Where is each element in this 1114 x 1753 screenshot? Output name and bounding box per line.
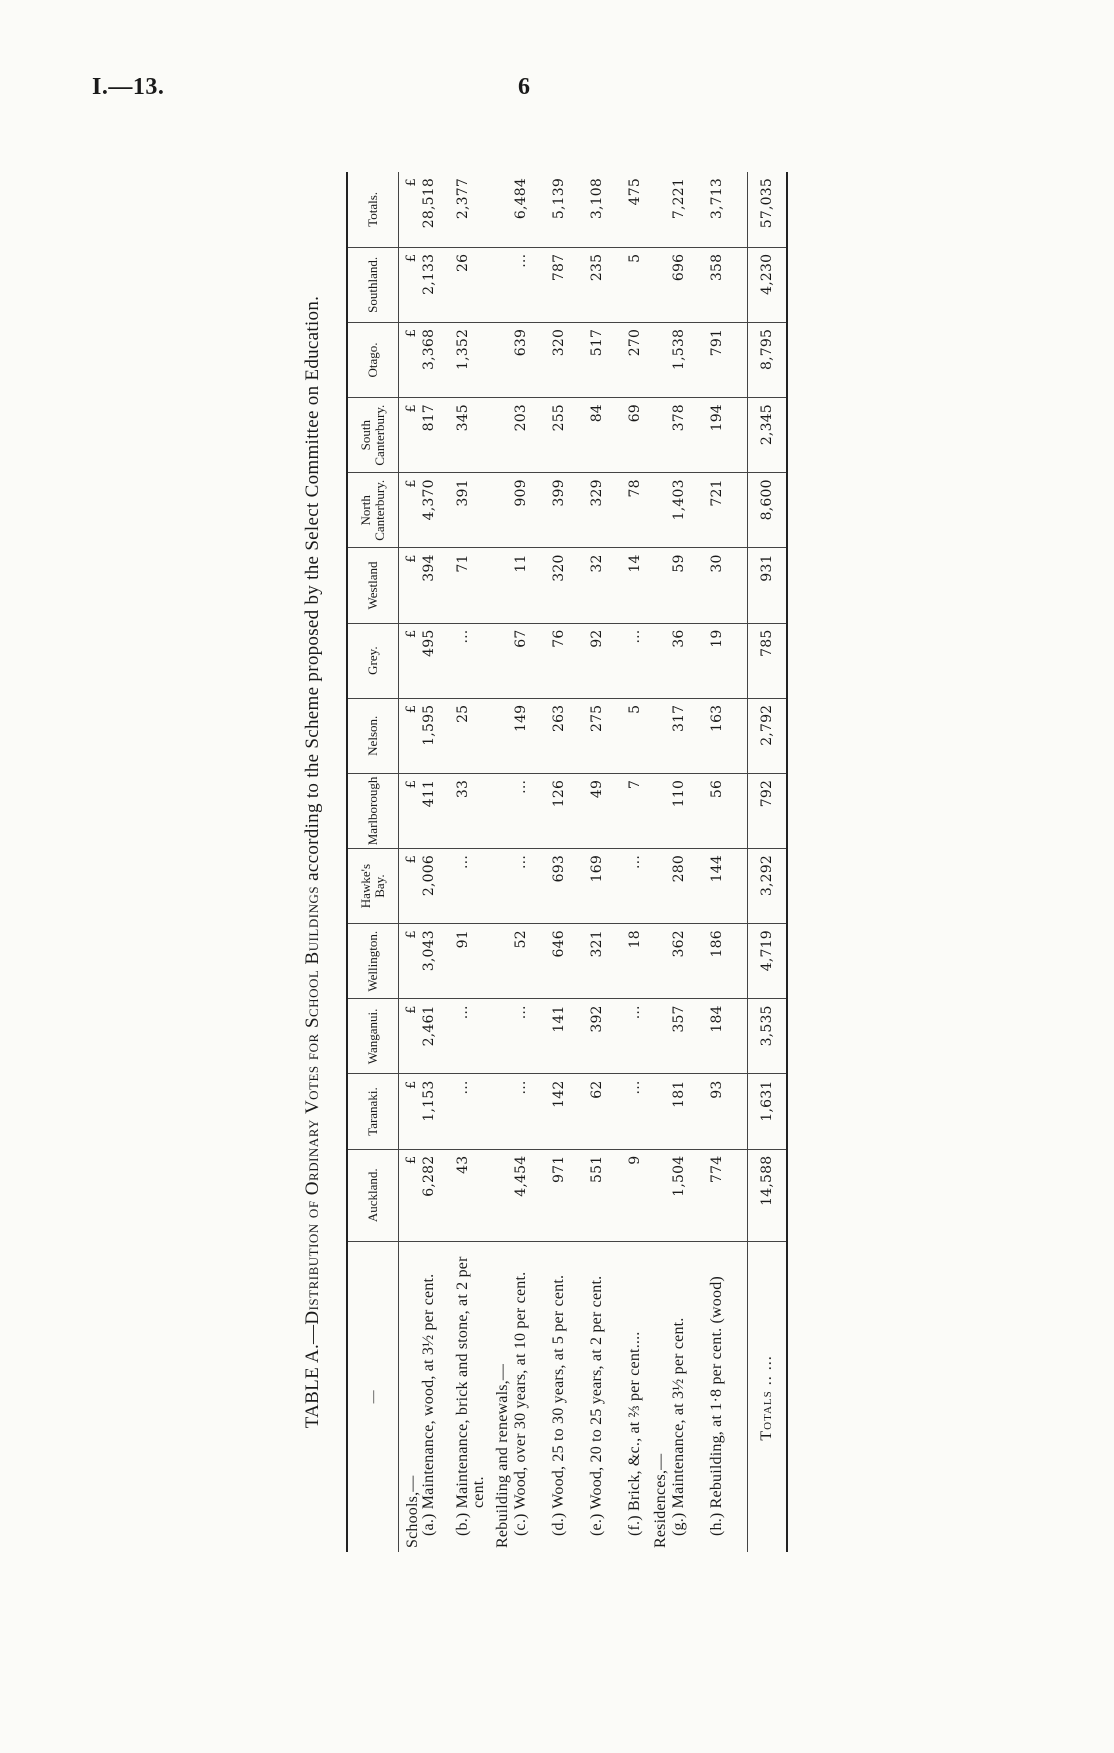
- empty-cell: [495, 698, 513, 773]
- table-cell: 67: [513, 623, 551, 698]
- table-cell: 639: [513, 322, 551, 397]
- table-cell: 19: [709, 623, 748, 698]
- table-cell: ...: [627, 623, 653, 698]
- table-cell: 43: [455, 1149, 495, 1241]
- table-cell: 76: [551, 623, 589, 698]
- table-cell: 2,377: [455, 172, 495, 247]
- col-header: Taranaki.: [347, 1074, 399, 1149]
- col-header: Wanganui.: [347, 999, 399, 1074]
- table-cell: 181: [671, 1074, 709, 1149]
- table-cell: 33: [455, 773, 495, 848]
- empty-cell: [653, 1149, 671, 1241]
- table-cell: 92: [589, 623, 627, 698]
- table-cell: 1,403: [671, 473, 709, 548]
- col-header: Hawke's Bay.: [347, 849, 399, 924]
- col-header: Southland.: [347, 247, 399, 322]
- total-cell: 1,631: [748, 1074, 788, 1149]
- col-header: Wellington.: [347, 924, 399, 999]
- table-cell: ...: [513, 247, 551, 322]
- section-label-rebuilding: Rebuilding and renewals,—: [494, 1363, 511, 1548]
- empty-cell: [653, 924, 671, 999]
- table-cell: 26: [455, 247, 495, 322]
- totals-row: [748, 172, 788, 1552]
- col-header: Grey.: [347, 623, 399, 698]
- table-cell: 5,139: [551, 172, 589, 247]
- table-cell: 1,153: [421, 1074, 455, 1149]
- table-cell: 149: [513, 698, 551, 773]
- table-cell: 378: [671, 398, 709, 473]
- table-cell: 317: [671, 698, 709, 773]
- table-row: [455, 172, 495, 1552]
- currency-cell: £: [399, 247, 422, 322]
- table-cell: ...: [455, 999, 495, 1074]
- caption-suffix: according to the Scheme proposed by the Select Committee on Education.: [302, 295, 323, 886]
- currency-cell: £: [399, 1149, 422, 1241]
- table-cell: ...: [627, 999, 653, 1074]
- empty-cell: [653, 473, 671, 548]
- table-cell: 394: [421, 548, 455, 623]
- table-cell: 69: [627, 398, 653, 473]
- empty-cell: [653, 698, 671, 773]
- table-cell: 59: [671, 548, 709, 623]
- table-cell: 142: [551, 1074, 589, 1149]
- table-cell: 49: [589, 773, 627, 848]
- table-cell: 971: [551, 1149, 589, 1241]
- table-row: [589, 172, 627, 1552]
- empty-cell: [495, 247, 513, 322]
- empty-cell: [653, 548, 671, 623]
- table-cell: 391: [455, 473, 495, 548]
- table-cell: ...: [455, 1074, 495, 1149]
- table-cell: 517: [589, 322, 627, 397]
- table-cell: 399: [551, 473, 589, 548]
- table-cell: 5: [627, 247, 653, 322]
- table-cell: ...: [627, 1074, 653, 1149]
- table-cell: ...: [513, 773, 551, 848]
- currency-cell: £: [399, 548, 422, 623]
- empty-cell: [653, 398, 671, 473]
- table-cell: 3,043: [421, 924, 455, 999]
- empty-cell: [495, 398, 513, 473]
- col-header: North Canterbury.: [347, 473, 399, 548]
- table-cell: 321: [589, 924, 627, 999]
- table-cell: 9: [627, 1149, 653, 1241]
- table-cell: 646: [551, 924, 589, 999]
- empty-cell: [653, 172, 671, 247]
- table-cell: 25: [455, 698, 495, 773]
- table-cell: 787: [551, 247, 589, 322]
- empty-cell: [495, 548, 513, 623]
- table-cell: ...: [455, 623, 495, 698]
- table-cell: 78: [627, 473, 653, 548]
- table-cell: 495: [421, 623, 455, 698]
- table-cell: ...: [513, 849, 551, 924]
- table-cell: 71: [455, 548, 495, 623]
- table-cell: 551: [589, 1149, 627, 1241]
- empty-cell: [495, 473, 513, 548]
- table-cell: 693: [551, 849, 589, 924]
- row-label: (b.) Maintenance, brick and stone, at 2 per cent.: [454, 1256, 487, 1536]
- col-header: Nelson.: [347, 698, 399, 773]
- table-cell: 194: [709, 398, 748, 473]
- row-label: (h.) Rebuilding, at 1·8 per cent. (wood): [708, 1276, 725, 1536]
- table-cell: 91: [455, 924, 495, 999]
- table-cell: 169: [589, 849, 627, 924]
- total-cell: 2,345: [748, 398, 788, 473]
- total-cell: 3,535: [748, 999, 788, 1074]
- table-cell: 6,484: [513, 172, 551, 247]
- table-cell: 141: [551, 999, 589, 1074]
- table-cell: 14: [627, 548, 653, 623]
- table-cell: 357: [671, 999, 709, 1074]
- empty-cell: [653, 623, 671, 698]
- school-buildings-table: [346, 172, 788, 1552]
- table-cell: 110: [671, 773, 709, 848]
- table-cell: 320: [551, 548, 589, 623]
- table-cell: 1,595: [421, 698, 455, 773]
- row-label: (c.) Wood, over 30 years, at 10 per cent.: [512, 1271, 529, 1536]
- table-cell: 774: [709, 1149, 748, 1241]
- table-cell: 411: [421, 773, 455, 848]
- table-cell: 36: [671, 623, 709, 698]
- empty-cell: [653, 247, 671, 322]
- empty-cell: [495, 172, 513, 247]
- total-cell: 57,035: [748, 172, 788, 247]
- total-cell: 4,719: [748, 924, 788, 999]
- table-cell: 144: [709, 849, 748, 924]
- table-cell: 721: [709, 473, 748, 548]
- empty-cell: [495, 1149, 513, 1241]
- table-cell: 4,370: [421, 473, 455, 548]
- total-cell: 14,588: [748, 1149, 788, 1241]
- table-cell: 329: [589, 473, 627, 548]
- table-cell: 84: [589, 398, 627, 473]
- empty-cell: [653, 999, 671, 1074]
- currency-cell: £: [399, 322, 422, 397]
- table-cell: 4,454: [513, 1149, 551, 1241]
- empty-cell: [495, 849, 513, 924]
- table-cell: 275: [589, 698, 627, 773]
- empty-cell: [653, 773, 671, 848]
- table-cell: 1,538: [671, 322, 709, 397]
- table-cell: 5: [627, 698, 653, 773]
- table-cell: 817: [421, 398, 455, 473]
- caption-prefix: TABLE A.—: [302, 1324, 323, 1429]
- currency-cell: £: [399, 473, 422, 548]
- table-cell: 280: [671, 849, 709, 924]
- table-cell: 7: [627, 773, 653, 848]
- table-cell: ...: [513, 1074, 551, 1149]
- col-header: South Canterbury.: [347, 398, 399, 473]
- table-cell: 93: [709, 1074, 748, 1149]
- table-cell: ...: [513, 999, 551, 1074]
- table-cell: 11: [513, 548, 551, 623]
- table-cell: 186: [709, 924, 748, 999]
- row-label: (f.) Brick, &c., at ⅔ per cent....: [626, 1331, 643, 1536]
- table-cell: ...: [627, 849, 653, 924]
- row-label: (a.) Maintenance, wood, at 3½ per cent.: [420, 1273, 437, 1536]
- table-cell: 18: [627, 924, 653, 999]
- row-label: (g.) Maintenance, at 3½ per cent.: [670, 1317, 687, 1536]
- table-cell: 126: [551, 773, 589, 848]
- table-cell: 6,282: [421, 1149, 455, 1241]
- table-row: [709, 172, 748, 1552]
- table-cell: 203: [513, 398, 551, 473]
- currency-cell: £: [399, 999, 422, 1074]
- section-row: [495, 172, 513, 1552]
- table-cell: ...: [455, 849, 495, 924]
- col-header: Otago.: [347, 322, 399, 397]
- table-row: [513, 172, 551, 1552]
- currency-cell: £: [399, 623, 422, 698]
- document-reference: I.—13.: [92, 74, 165, 100]
- table-cell: 362: [671, 924, 709, 999]
- currency-cell: £: [399, 1074, 422, 1149]
- table-cell: 3,368: [421, 322, 455, 397]
- empty-cell: [495, 322, 513, 397]
- col-header: Auckland.: [347, 1149, 399, 1241]
- empty-cell: [495, 773, 513, 848]
- table-cell: 56: [709, 773, 748, 848]
- table-row: [421, 172, 455, 1552]
- table-cell: 791: [709, 322, 748, 397]
- empty-cell: [495, 924, 513, 999]
- table-row: [551, 172, 589, 1552]
- table-cell: 163: [709, 698, 748, 773]
- table-cell: 1,352: [455, 322, 495, 397]
- rotated-table-block: [302, 172, 822, 1552]
- currency-row: [399, 172, 422, 1552]
- total-cell: 792: [748, 773, 788, 848]
- currency-cell: £: [399, 773, 422, 848]
- empty-cell: [495, 999, 513, 1074]
- table-caption: [302, 172, 342, 1552]
- table-row: [671, 172, 709, 1552]
- total-cell: 8,600: [748, 473, 788, 548]
- total-cell: 4,230: [748, 247, 788, 322]
- table-cell: 7,221: [671, 172, 709, 247]
- table-cell: 320: [551, 322, 589, 397]
- total-cell: 785: [748, 623, 788, 698]
- section-label-residences: Residences,—: [652, 1453, 669, 1548]
- currency-cell: £: [399, 698, 422, 773]
- section-label-schools: Schools,—: [404, 1475, 421, 1548]
- table-cell: 30: [709, 548, 748, 623]
- table-cell: 2,006: [421, 849, 455, 924]
- empty-cell: [495, 1074, 513, 1149]
- totals-label: Totals .. ...: [748, 1241, 788, 1552]
- table-cell: 235: [589, 247, 627, 322]
- empty-cell: [495, 623, 513, 698]
- table-cell: 696: [671, 247, 709, 322]
- empty-cell: [653, 1074, 671, 1149]
- table-cell: 32: [589, 548, 627, 623]
- row-label: (d.) Wood, 25 to 30 years, at 5 per cent.: [550, 1274, 567, 1536]
- table-cell: 475: [627, 172, 653, 247]
- section-row: [653, 172, 671, 1552]
- table-cell: 345: [455, 398, 495, 473]
- currency-cell: £: [399, 398, 422, 473]
- table-cell: 62: [589, 1074, 627, 1149]
- corner-cell: —: [347, 1241, 399, 1552]
- table-cell: 358: [709, 247, 748, 322]
- currency-cell: £: [399, 849, 422, 924]
- col-header: Marlborough: [347, 773, 399, 848]
- table-cell: 3,108: [589, 172, 627, 247]
- caption-title: Distribution of Ordinary Votes for School Buildings: [302, 885, 323, 1325]
- row-label: (e.) Wood, 20 to 25 years, at 2 per cent.: [588, 1275, 605, 1536]
- table-cell: 184: [709, 999, 748, 1074]
- header-row: [347, 172, 399, 1552]
- table-row: [627, 172, 653, 1552]
- total-cell: 8,795: [748, 322, 788, 397]
- table-cell: 52: [513, 924, 551, 999]
- table-cell: 28,518: [421, 172, 455, 247]
- empty-cell: [653, 849, 671, 924]
- currency-cell: £: [399, 924, 422, 999]
- table-cell: 2,461: [421, 999, 455, 1074]
- table-cell: 392: [589, 999, 627, 1074]
- table-cell: 3,713: [709, 172, 748, 247]
- page-number: 6: [518, 74, 530, 100]
- total-cell: 2,792: [748, 698, 788, 773]
- table-cell: 263: [551, 698, 589, 773]
- table-cell: 909: [513, 473, 551, 548]
- table-cell: 270: [627, 322, 653, 397]
- table-cell: 255: [551, 398, 589, 473]
- table-cell: 2,133: [421, 247, 455, 322]
- col-header: Totals.: [347, 172, 399, 247]
- table-cell: 1,504: [671, 1149, 709, 1241]
- currency-cell: £: [399, 172, 422, 247]
- col-header: Westland: [347, 548, 399, 623]
- empty-cell: [653, 322, 671, 397]
- total-cell: 3,292: [748, 849, 788, 924]
- total-cell: 931: [748, 548, 788, 623]
